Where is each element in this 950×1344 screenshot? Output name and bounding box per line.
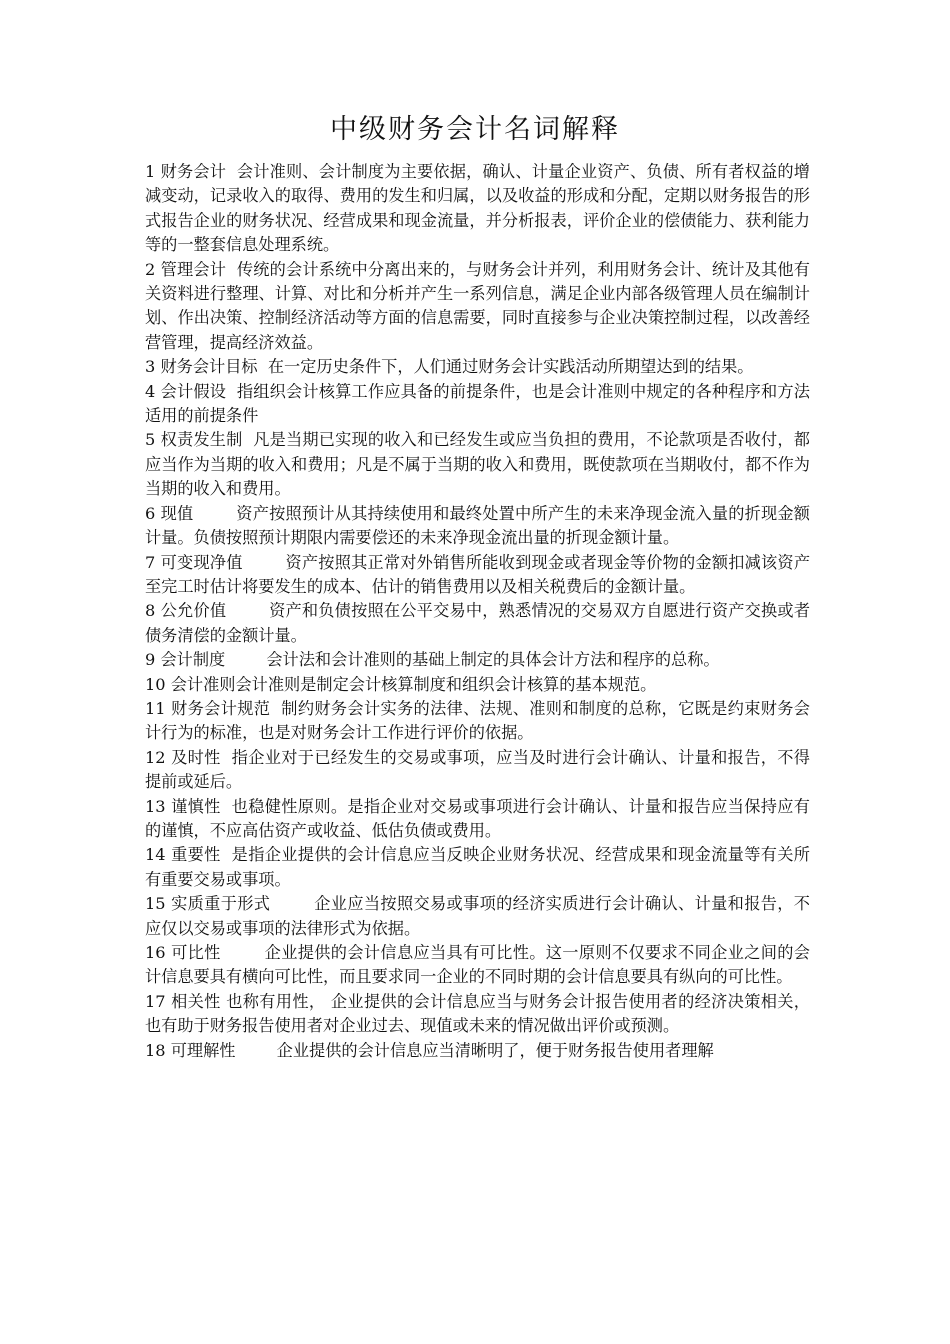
glossary-entry — [145, 599, 810, 648]
glossary-definition: 也稳健性原则。是指企业对交易或事项进行会计确认、计量和报告应当保持应有的谨慎，不应高估资产或收益、低估负债或费用。 — [145, 796, 810, 840]
glossary-term: 10 会计准则 — [145, 674, 236, 694]
glossary-term: 1 财务会计 — [145, 162, 237, 181]
glossary-entry — [145, 697, 810, 746]
glossary-term: 9 会计制度 — [145, 650, 267, 670]
glossary-entry — [145, 551, 810, 600]
glossary-term: 3 财务会计目标 — [145, 357, 268, 377]
glossary-term: 12 及时性 — [145, 747, 232, 767]
glossary-entry — [145, 843, 810, 892]
glossary-term: 5 权责发生制 — [145, 430, 254, 450]
glossary-term: 2 管理会计 — [145, 259, 237, 279]
glossary-definition: 在一定历史条件下，人们通过财务会计实践活动所期望达到的结果。 — [267, 357, 754, 377]
glossary-term: 11 财务会计规范 — [145, 698, 282, 718]
glossary-term: 16 可比性 — [145, 943, 265, 962]
glossary-definition: 资产和负债按照在公平交易中，熟悉情况的交易双方自愿进行资产交换或者债务清偿的金额计量。 — [145, 601, 811, 645]
glossary-entry — [145, 673, 810, 697]
glossary-definition: 资产按照预计从其持续使用和最终处置中所产生的未来净现金流入量的折现金额计量。负债按照预计期限内需要偿还的未来净现金流出量的折现金额计量。 — [145, 503, 810, 548]
glossary-definition: 会计准则、会计制度为主要依据，确认、计量企业资产、负债、所有者权益的增减变动，记录收入的取得、费用的发生和归属，以及收益的形成和分配，定期以财务报告的形式报告企业的财务状况、经营成果和现金流量，并分析报表，评价企业的偿债能力、获利能力等的一整套信息处理系统。 — [145, 162, 810, 255]
glossary-definition: 凡是当期已实现的收入和已经发生或应当负担的费用，不论款项是否收付，都应当作为当期的收入和费用；凡是不属于当期的收入和费用，既使款项在当期收付，都不作为当期的收入和费用。 — [145, 430, 810, 499]
glossary-body — [145, 160, 810, 1063]
glossary-definition: 传统的会计系统中分离出来的，与财务会计并列，利用财务会计、统计及其他有关资料进行整理、计算、对比和分析并产生一系列信息，满足企业内部各级管理人员在编制计划、作出决策、控制经济活动等方面的信息需要，同时直接参与企业决策控制过程，以改善经营管理，提高经济效益。 — [145, 259, 810, 352]
glossary-entry — [145, 502, 810, 551]
glossary-definition: 企业提供的会计信息应当清晰明了，便于财务报告使用者理解 — [276, 1040, 714, 1060]
glossary-entry — [145, 648, 810, 672]
glossary-entry — [145, 380, 810, 429]
document-title: 中级财务会计名词解释 — [330, 114, 620, 145]
glossary-entry — [145, 355, 810, 379]
glossary-entry — [145, 892, 810, 941]
glossary-entry — [145, 258, 810, 356]
glossary-term: 14 重要性 — [145, 845, 232, 865]
glossary-term: 13 谨慎性 — [145, 796, 232, 816]
glossary-entry — [145, 160, 810, 258]
glossary-term: 8 公允价值 — [145, 601, 270, 621]
glossary-entry — [145, 941, 810, 990]
glossary-definition: 是指企业提供的会计信息应当反映企业财务状况、经营成果和现金流量等有关所有重要交易或事项。 — [145, 845, 810, 889]
glossary-entry — [145, 428, 810, 501]
glossary-definition: 企业应当按照交易或事项的经济实质进行会计确认、计量和报告，不应仅以交易或事项的法律形式为依据。 — [145, 894, 810, 938]
glossary-definition: 企业提供的会计信息应当具有可比性。这一原则不仅要求不同企业之间的会计信息要具有横向可比性，而且要求同一企业的不同时期的会计信息要具有纵向的可比性。 — [145, 943, 810, 987]
glossary-entry — [145, 746, 810, 795]
glossary-entry — [145, 1039, 810, 1063]
glossary-definition: 指企业对于已经发生的交易或事项，应当及时进行会计确认、计量和报告，不得提前或延后。 — [145, 747, 810, 792]
glossary-definition: 指组织会计核算工作应具备的前提条件，也是会计准则中规定的各种程序和方法适用的前提条件 — [145, 381, 810, 426]
glossary-term: 17 相关性 — [145, 991, 227, 1011]
glossary-definition: 资产按照其正常对外销售所能收到现金或者现金等价物的金额扣减该资产至完工时估计将要发生的成本、估计的销售费用以及相关税费后的金额计量。 — [145, 552, 811, 596]
glossary-definition: 制约财务会计实务的法律、法规、准则和制度的总称，它既是约束财务会计行为的标准，也是对财务会计工作进行评价的依据。 — [145, 698, 810, 743]
glossary-term: 6 现值 — [145, 503, 237, 523]
glossary-term: 7 可变现净值 — [145, 552, 286, 572]
glossary-definition: 也称有用性， 企业提供的会计信息应当与财务会计报告使用者的经济决策相关，也有助于财务报告使用者对企业过去、现值或未来的情况做出评价或预测。 — [145, 991, 810, 1036]
glossary-term: 4 会计假设 — [145, 381, 237, 401]
glossary-entry — [145, 990, 810, 1039]
glossary-definition: 会计法和会计准则的基础上制定的具体会计方法和程序的总称。 — [266, 650, 720, 670]
glossary-term: 18 可理解性 — [145, 1040, 277, 1060]
glossary-term: 15 实质重于形式 — [145, 894, 315, 914]
glossary-entry — [145, 795, 810, 844]
glossary-definition: 会计准则是制定会计核算制度和组织会计核算的基本规范。 — [235, 674, 657, 694]
